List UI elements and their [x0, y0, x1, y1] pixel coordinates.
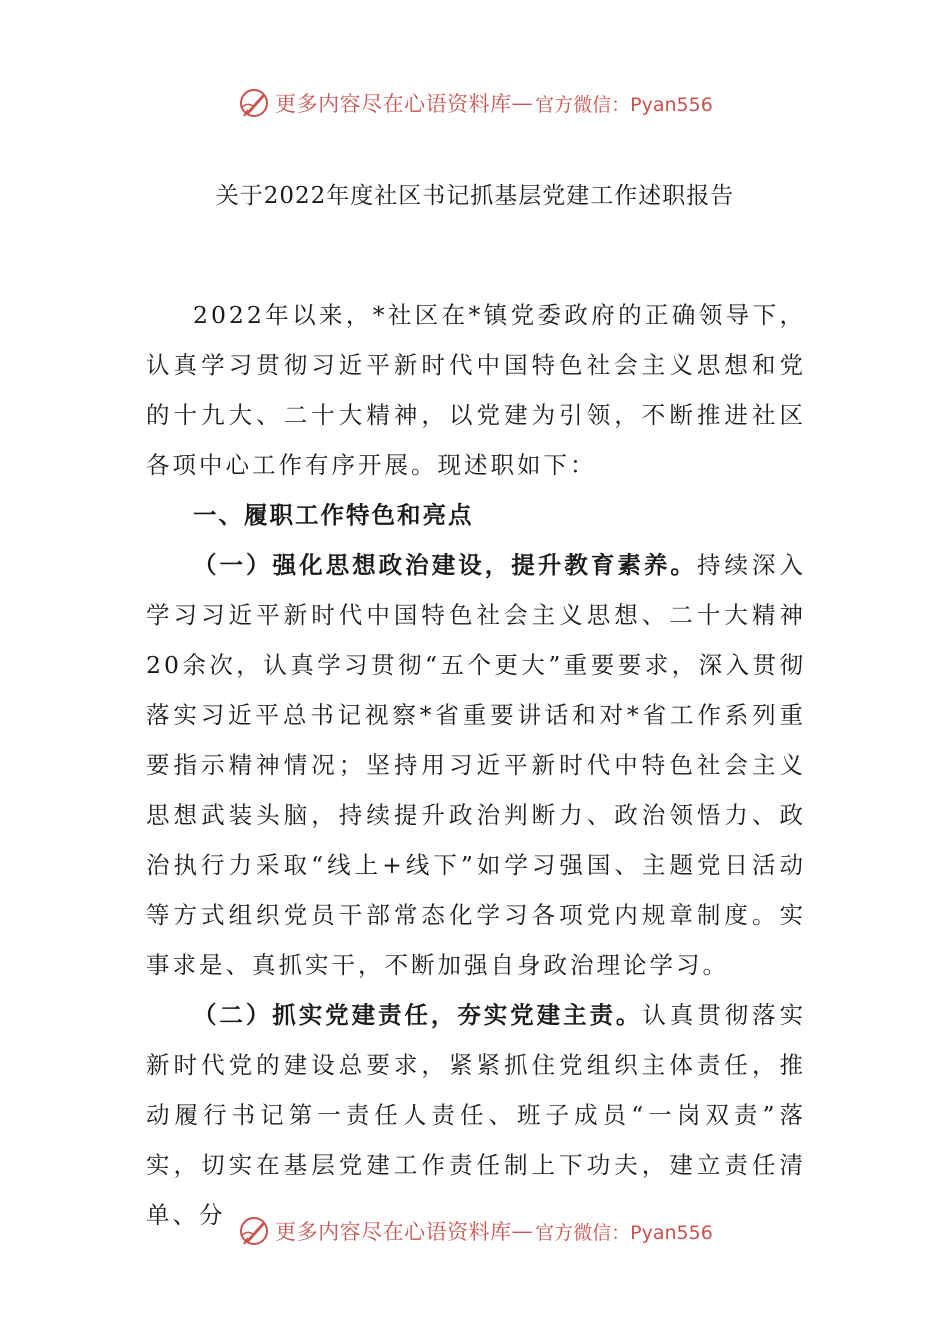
paragraph-2-text: 认真贯彻落实新时代党的建设总要求，紧紧抓住党组织主体责任，推动履行书记第一责任人责任、班子成员“一岗双责”落实，切实在基层党建工作责任制上下功夫，建立责任清单、分: [146, 1001, 807, 1229]
document-title: 关于2022年度社区书记抓基层党建工作述职报告: [215, 183, 735, 209]
watermark-separator: —: [511, 1219, 534, 1243]
quill-logo-icon: [237, 1214, 271, 1248]
paragraph-1-text: 持续深入学习习近平新时代中国特色社会主义思想、二十大精神20余次，认真学习贯彻“五个更大”重要要求，深入贯彻落实习近平总书记视察*省重要讲话和对*省工作系列重要指示精神情况；坚持用习近平新时代中特色社会主义思想武装头脑，持续提升政治判断力、政治领悟力、政治执行力采取“线上+线下”如学习强国、主题党日活动等方式组织党员干部常态化学习各项党内规章制度。实事求是、真抓实干，不断加强自身政治理论学习。: [146, 551, 807, 979]
paragraph-1: [146, 540, 806, 990]
footer-watermark-banner: [0, 1211, 950, 1251]
header-watermark-banner: [0, 83, 950, 123]
watermark-contact-text: 官方微信：Pyan556: [535, 93, 713, 116]
paragraph-2-lead: （二）抓实党建责任，夯实党建主责。: [193, 1001, 643, 1029]
quill-logo-icon: [237, 86, 271, 120]
watermark-site-text: 更多内容尽在心语资料库: [275, 92, 512, 116]
paragraph-1-lead: （一）强化思想政治建设，提升教育素养。: [193, 551, 697, 579]
section-heading: 一、履职工作特色和亮点: [193, 501, 474, 529]
watermark-contact-text: 官方微信：Pyan556: [535, 1221, 713, 1244]
paragraph-2: [146, 990, 806, 1240]
intro-paragraph: 2022年以来，*社区在*镇党委政府的正确领导下，认真学习贯彻习近平新时代中国特色社会主义思想和党的十九大、二十大精神，以党建为引领，不断推进社区各项中心工作有序开展。现述职如下：: [146, 301, 806, 479]
document-body: [146, 290, 806, 1240]
watermark-separator: —: [511, 91, 534, 115]
watermark-site-text: 更多内容尽在心语资料库: [275, 1220, 512, 1244]
